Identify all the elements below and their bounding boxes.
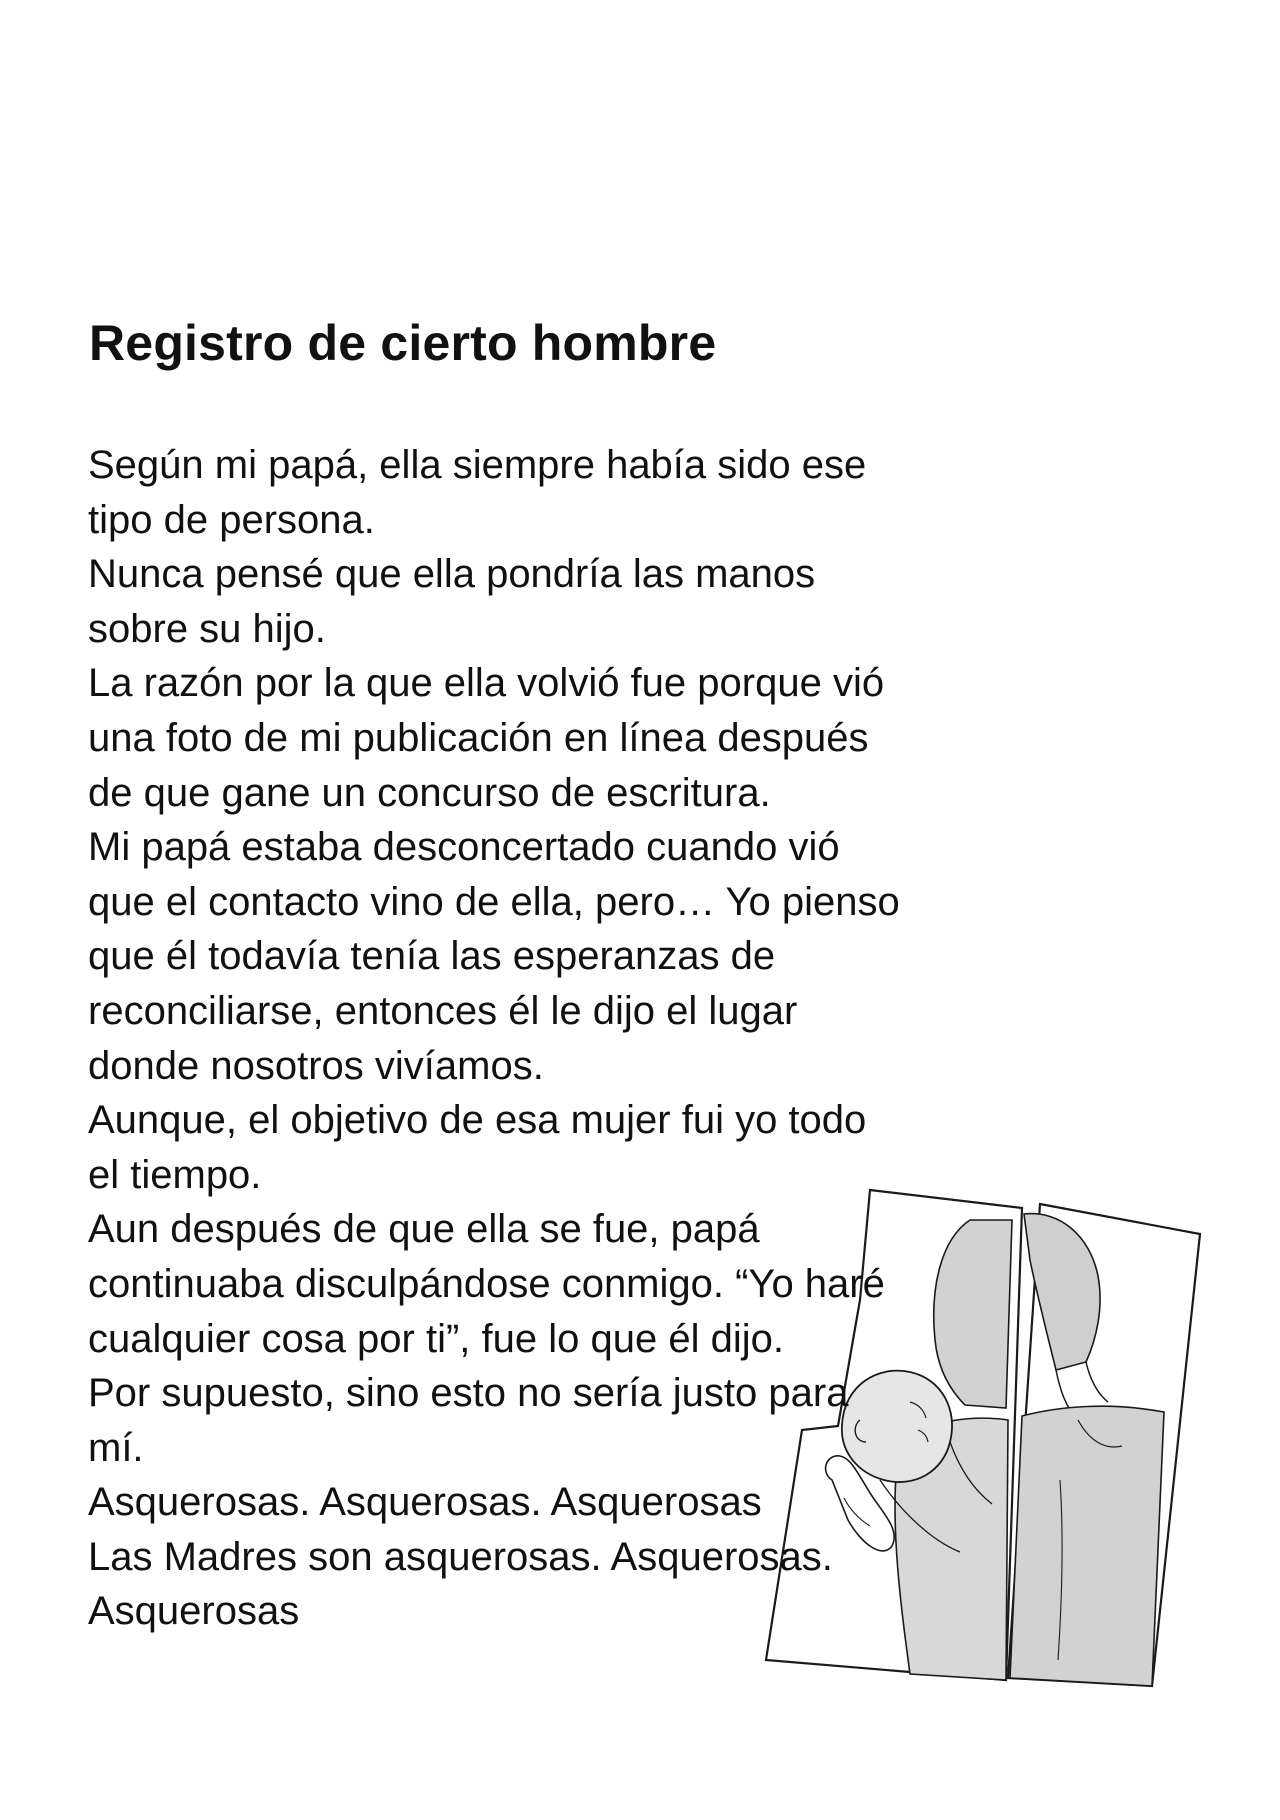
- text-line: el tiempo.: [88, 1152, 262, 1197]
- text-line: Las Madres son asquerosas. Asquerosas.: [88, 1534, 833, 1579]
- text-line: cualquier cosa por ti”, fue lo que él dijo.: [88, 1316, 784, 1361]
- text-line: reconciliarse, entonces él le dijo el lugar: [88, 988, 798, 1033]
- text-line: tipo de persona.: [88, 497, 375, 542]
- text-line: Según mi papá, ella siempre había sido ese: [88, 443, 867, 487]
- text-line: Aun después de que ella se fue, papá: [88, 1207, 760, 1252]
- text-line: que el contacto vino de ella, pero… Yo pienso: [88, 879, 900, 924]
- text-line: que él todavía tenía las esperanzas de: [88, 934, 776, 979]
- text-line: de que gane un concurso de escritura.: [88, 770, 771, 815]
- body-text: [88, 438, 900, 1639]
- text-line: Asquerosas: [88, 1589, 300, 1634]
- text-line: donde nosotros vivíamos.: [88, 1043, 544, 1088]
- photo-piece-right: [1008, 1204, 1200, 1686]
- text-line: Por supuesto, sino esto no sería justo para: [88, 1371, 849, 1416]
- text-line: sobre su hijo.: [88, 606, 326, 651]
- text-line: continuaba disculpándose conmigo. “Yo haré: [88, 1261, 885, 1306]
- text-line: Nunca pensé que ella pondría las manos: [88, 552, 816, 597]
- text-line: Aunque, el objetivo de esa mujer fui yo todo: [88, 1098, 867, 1143]
- text-line: La razón por la que ella volvió fue porque vió: [88, 661, 885, 706]
- page-title: Registro de cierto hombre: [89, 315, 717, 371]
- text-line: una foto de mi publicación en línea después: [88, 715, 869, 760]
- text-line: Mi papá estaba desconcertado cuando vió: [88, 825, 840, 870]
- text-line: mí.: [88, 1425, 144, 1470]
- text-line: Asquerosas. Asquerosas. Asquerosas: [88, 1480, 762, 1525]
